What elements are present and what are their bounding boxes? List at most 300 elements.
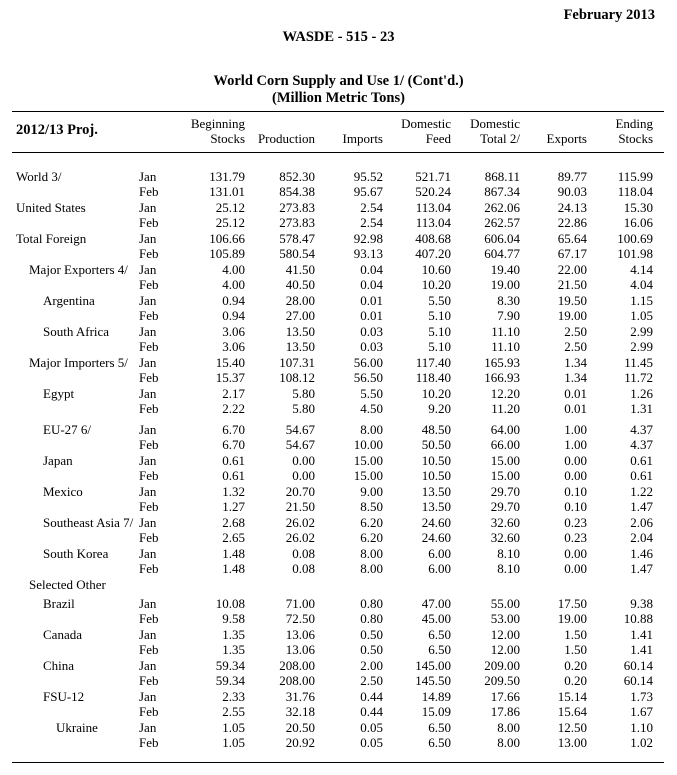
table-cell: 0.94 [222,293,245,308]
table-cell: 11.45 [624,355,653,370]
table-row [0,308,677,324]
row-label: South Africa [43,324,110,339]
table-cell: 55.00 [490,596,520,611]
table-row [0,720,677,736]
table-cell: 0.44 [360,704,383,719]
table-cell: 0.00 [564,561,587,576]
table-cell: 1.41 [630,642,653,657]
table-cell: 8.10 [497,561,520,576]
table-cell: 26.02 [285,515,315,530]
row-month: Feb [139,642,159,657]
table-cell: 115.99 [617,169,653,184]
table-cell: 60.14 [623,673,653,688]
table-cell: 1.35 [222,627,245,642]
table-cell: 4.50 [360,401,383,416]
table-cell: 19.40 [490,262,520,277]
table-cell: 209.00 [484,658,520,673]
table-row [0,401,677,417]
table-row [0,370,677,386]
table-row [0,200,677,216]
table-cell: 19.00 [557,308,587,323]
bottom-rule [12,762,664,763]
table-cell: 0.04 [360,262,383,277]
row-month: Jan [139,422,157,437]
table-cell: 15.37 [215,370,245,385]
table-cell: 1.32 [222,484,245,499]
table-cell: 24.60 [421,530,451,545]
row-month: Jan [139,262,157,277]
table-cell: 15.64 [557,704,587,719]
table-cell: 2.54 [360,200,383,215]
table-cell: 2.50 [564,324,587,339]
table-row [0,355,677,371]
row-month: Feb [139,184,159,199]
report-code: WASDE - 515 - 23 [282,29,395,45]
column-header-line1: Domestic [470,116,520,131]
table-title [0,73,677,107]
table-cell: 0.05 [360,720,383,735]
table-row [0,231,677,247]
table-cell: 0.23 [564,515,587,530]
table-cell: 9.38 [630,596,653,611]
table-cell: 2.99 [630,324,653,339]
row-month: Jan [139,546,157,561]
table-cell: 41.50 [285,262,315,277]
column-header [191,116,245,146]
table-row [0,184,677,200]
table-cell: 56.50 [353,370,383,385]
table-cell: 2.68 [222,515,245,530]
table-cell: 1.50 [564,642,587,657]
table-cell: 166.93 [484,370,520,385]
row-month: Jan [139,324,157,339]
table-row [0,689,677,705]
table-cell: 5.80 [292,386,315,401]
table-row [0,561,677,577]
table-cell: 868.11 [484,169,520,184]
table-cell: 208.00 [279,658,315,673]
column-header-line1: Beginning [190,116,245,131]
table-cell: 4.00 [222,277,245,292]
table-cell: 66.00 [490,437,520,452]
table-cell: 867.34 [484,184,520,199]
table-cell: 1.50 [564,627,587,642]
table-cell: 852.30 [279,169,315,184]
row-label: Major Importers 5/ [29,355,128,370]
table-cell: 56.00 [353,355,383,370]
table-cell: 101.98 [617,246,653,261]
table-cell: 262.06 [484,200,520,215]
row-label: Ukraine [56,720,98,735]
table-cell: 209.50 [484,673,520,688]
table-cell: 107.31 [279,355,315,370]
table-cell: 0.00 [292,453,315,468]
table-cell: 118.04 [617,184,653,199]
table-cell: 1.67 [630,704,653,719]
table-cell: 50.50 [421,437,451,452]
table-cell: 1.73 [630,689,653,704]
table-units: (Million Metric Tons) [272,90,405,106]
row-month: Jan [139,596,157,611]
table-cell: 15.00 [353,453,383,468]
row-label: Selected Other [29,577,106,592]
table-cell: 20.70 [285,484,315,499]
table-cell: 10.60 [421,262,451,277]
report-date: February 2013 [563,7,655,23]
table-cell: 165.93 [484,355,520,370]
table-cell: 65.64 [557,231,587,246]
table-cell: 0.80 [360,611,383,626]
table-cell: 10.88 [623,611,653,626]
table-cell: 19.00 [490,277,520,292]
row-month: Jan [139,355,157,370]
row-label: South Korea [43,546,109,561]
table-cell: 1.05 [222,720,245,735]
table-cell: 54.67 [285,422,315,437]
table-cell: 4.00 [222,262,245,277]
row-month: Jan [139,627,157,642]
table-cell: 13.50 [285,324,315,339]
row-month: Jan [139,386,157,401]
table-cell: 15.00 [353,468,383,483]
column-header-line1: Domestic [401,116,451,131]
table-cell: 0.01 [564,401,587,416]
row-month: Jan [139,453,157,468]
table-cell: 6.50 [428,735,451,750]
table-cell: 2.04 [630,530,653,545]
table-row [0,673,677,689]
row-month: Jan [139,720,157,735]
table-cell: 25.12 [215,200,245,215]
table-cell: 8.00 [497,735,520,750]
table-cell: 20.50 [285,720,315,735]
table-cell: 1.22 [630,484,653,499]
table-cell: 606.04 [484,231,520,246]
table-cell: 262.57 [484,215,520,230]
column-header-line1: Ending [615,116,653,131]
table-cell: 1.00 [564,422,587,437]
table-row [0,546,677,562]
row-month: Feb [139,437,159,452]
table-cell: 131.79 [209,169,245,184]
row-month: Jan [139,515,157,530]
table-row [0,627,677,643]
table-title-line1: World Corn Supply and Use 1/ (Cont'd.) [213,73,464,89]
row-month: Jan [139,231,157,246]
table-cell: 5.10 [428,308,451,323]
table-cell: 93.13 [353,246,383,261]
table-cell: 11.72 [624,370,653,385]
table-cell: 6.00 [428,546,451,561]
table-cell: 9.00 [360,484,383,499]
table-cell: 106.66 [209,231,245,246]
table-cell: 145.00 [415,658,451,673]
table-row [0,596,677,612]
column-header [343,116,383,146]
table-row [0,422,677,438]
table-cell: 1.47 [630,561,653,576]
table-cell: 31.76 [285,689,315,704]
table-cell: 2.06 [630,515,653,530]
table-cell: 0.20 [564,673,587,688]
table-cell: 1.15 [630,293,653,308]
table-cell: 521.71 [415,169,451,184]
table-cell: 26.02 [285,530,315,545]
table-cell: 15.14 [557,689,587,704]
table-cell: 1.46 [630,546,653,561]
table-cell: 2.55 [222,704,245,719]
table-cell: 10.20 [421,386,451,401]
table-cell: 40.50 [285,277,315,292]
header-rule [12,152,664,153]
table-cell: 11.10 [491,339,520,354]
row-month: Feb [139,735,159,750]
table-cell: 273.83 [279,215,315,230]
table-cell: 64.00 [490,422,520,437]
table-cell: 273.83 [279,200,315,215]
table-cell: 5.50 [428,293,451,308]
table-cell: 2.50 [564,339,587,354]
table-cell: 45.00 [421,611,451,626]
table-cell: 520.24 [415,184,451,199]
table-cell: 19.50 [557,293,587,308]
table-cell: 32.18 [285,704,315,719]
table-cell: 1.05 [222,735,245,750]
table-cell: 4.37 [630,437,653,452]
table-cell: 17.66 [490,689,520,704]
table-cell: 10.50 [421,453,451,468]
table-cell: 2.54 [360,215,383,230]
table-cell: 0.03 [360,339,383,354]
table-cell: 0.08 [292,561,315,576]
table-row [0,499,677,515]
table-cell: 113.04 [415,215,451,230]
table-cell: 578.47 [279,231,315,246]
table-cell: 2.33 [222,689,245,704]
table-cell: 1.34 [564,370,587,385]
table-cell: 89.77 [557,169,587,184]
table-cell: 0.08 [292,546,315,561]
table-row [0,658,677,674]
table-cell: 1.48 [222,546,245,561]
row-month: Feb [139,561,159,576]
table-row [0,611,677,627]
table-row [0,339,677,355]
row-label: Egypt [43,386,75,401]
table-cell: 8.00 [360,561,383,576]
table-cell: 0.20 [564,658,587,673]
row-month: Feb [139,704,159,719]
table-cell: 10.20 [421,277,451,292]
table-cell: 60.14 [623,658,653,673]
table-cell: 2.17 [222,386,245,401]
table-cell: 53.00 [490,611,520,626]
table-cell: 0.03 [360,324,383,339]
row-label: United States [16,200,86,215]
table-cell: 1.02 [630,735,653,750]
table-cell: 67.17 [557,246,587,261]
table-cell: 8.00 [497,720,520,735]
table-cell: 19.00 [557,611,587,626]
table-cell: 4.37 [630,422,653,437]
table-cell: 580.54 [279,246,315,261]
table-cell: 0.00 [564,453,587,468]
table-cell: 2.99 [630,339,653,354]
row-month: Feb [139,673,159,688]
row-month: Feb [139,370,159,385]
table-cell: 105.89 [209,246,245,261]
row-label: EU-27 6/ [43,422,92,437]
table-cell: 604.77 [484,246,520,261]
table-cell: 95.52 [353,169,383,184]
table-cell: 20.92 [285,735,315,750]
row-month: Feb [139,468,159,483]
row-month: Jan [139,200,157,215]
table-cell: 6.50 [428,627,451,642]
column-header [401,116,451,146]
table-cell: 2.65 [222,530,245,545]
table-cell: 15.00 [490,468,520,483]
table-cell: 21.50 [557,277,587,292]
table-cell: 47.00 [421,596,451,611]
table-cell: 5.80 [292,401,315,416]
table-row [0,169,677,185]
table-cell: 3.06 [222,339,245,354]
table-row [0,215,677,231]
table-cell: 22.86 [557,215,587,230]
table-cell: 15.09 [421,704,451,719]
table-cell: 54.67 [285,437,315,452]
row-label: Japan [43,453,73,468]
table-cell: 12.00 [490,627,520,642]
table-cell: 113.04 [415,200,451,215]
table-row [0,515,677,531]
table-cell: 0.05 [360,735,383,750]
table-cell: 117.40 [415,355,451,370]
table-cell: 407.20 [415,246,451,261]
table-cell: 13.00 [557,735,587,750]
table-cell: 32.60 [490,515,520,530]
table-cell: 108.12 [279,370,315,385]
table-cell: 6.50 [428,642,451,657]
table-cell: 32.60 [490,530,520,545]
table-cell: 1.26 [630,386,653,401]
column-header-line2: Exports [546,131,587,146]
row-label: Major Exporters 4/ [29,262,128,277]
table-cell: 8.30 [497,293,520,308]
row-month: Jan [139,689,157,704]
table-cell: 1.27 [222,499,245,514]
table-cell: 1.34 [564,355,587,370]
table-cell: 0.50 [360,627,383,642]
table-cell: 59.34 [215,673,245,688]
table-cell: 0.01 [564,386,587,401]
table-row [0,453,677,469]
table-cell: 0.01 [360,293,383,308]
table-cell: 71.00 [285,596,315,611]
table-row [0,246,677,262]
table-cell: 8.10 [497,546,520,561]
table-cell: 8.00 [360,546,383,561]
row-label: Brazil [43,596,75,611]
table-cell: 29.70 [490,484,520,499]
table-row [0,324,677,340]
table-cell: 5.10 [428,324,451,339]
table-cell: 6.50 [428,720,451,735]
table-row [0,484,677,500]
table-cell: 0.94 [222,308,245,323]
table-cell: 854.38 [279,184,315,199]
table-cell: 0.61 [222,453,245,468]
table-cell: 0.10 [564,484,587,499]
table-cell: 48.50 [421,422,451,437]
column-header-line2: Imports [342,131,383,146]
column-header-line2: Stocks [618,131,653,146]
table-cell: 95.67 [353,184,383,199]
table-cell: 24.13 [557,200,587,215]
table-cell: 8.50 [360,499,383,514]
table-cell: 6.00 [428,561,451,576]
table-cell: 2.22 [222,401,245,416]
table-cell: 17.86 [490,704,520,719]
table-cell: 5.10 [428,339,451,354]
projection-label: 2012/13 Proj. [16,122,98,138]
table-cell: 2.50 [360,673,383,688]
table-cell: 1.47 [630,499,653,514]
table-cell: 0.00 [292,468,315,483]
column-header [470,116,520,146]
table-row [0,704,677,720]
table-cell: 1.00 [564,437,587,452]
table-cell: 13.50 [285,339,315,354]
table-cell: 14.89 [421,689,451,704]
row-month: Jan [139,658,157,673]
table-cell: 4.14 [630,262,653,277]
column-header-line2: Production [257,131,315,146]
column-header-line1 [343,116,383,131]
table-cell: 59.34 [215,658,245,673]
table-cell: 15.00 [490,453,520,468]
table-cell: 5.50 [360,386,383,401]
row-label: Argentina [43,293,95,308]
table-cell: 0.80 [360,596,383,611]
table-cell: 13.06 [285,627,315,642]
table-cell: 1.48 [222,561,245,576]
table-cell: 8.00 [360,422,383,437]
table-row [0,530,677,546]
table-cell: 0.01 [360,308,383,323]
table-cell: 17.50 [557,596,587,611]
column-header [258,116,315,146]
table-cell: 28.00 [285,293,315,308]
table-cell: 92.98 [353,231,383,246]
table-cell: 12.50 [557,720,587,735]
row-label: China [43,658,75,673]
table-cell: 90.03 [557,184,587,199]
table-cell: 0.50 [360,642,383,657]
table-row [0,468,677,484]
column-header [615,116,653,146]
row-month: Feb [139,215,159,230]
table-cell: 100.69 [617,231,653,246]
table-row [0,577,677,593]
row-label: Southeast Asia 7/ [43,515,134,530]
table-cell: 0.44 [360,689,383,704]
column-header-line2: Feed [425,131,451,146]
table-cell: 408.68 [415,231,451,246]
row-month: Jan [139,169,157,184]
table-row [0,293,677,309]
